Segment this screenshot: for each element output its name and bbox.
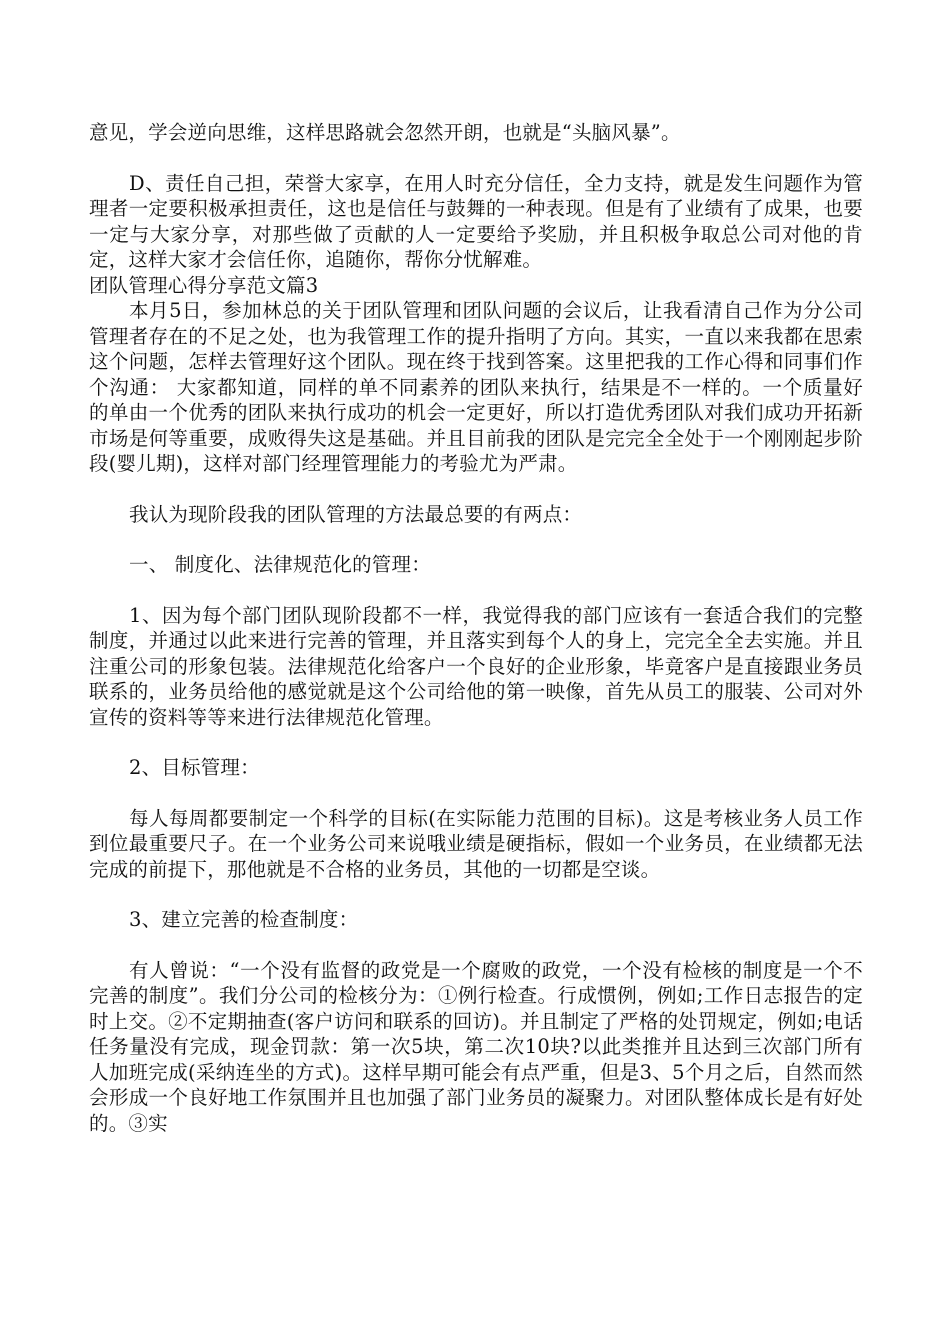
paragraph-3: 我认为现阶段我的团队管理的方法最总要的有两点： (129, 502, 583, 526)
paragraph-5: 1、因为每个部门团队现阶段都不一样，我觉得我的部门应该有一套适合我们的完整制度，并通过以此来进行完善的管理，并且落实到每个人的身上，完完全全去实施。并且注重公司的形象包装。法律规范化给客户一个良好的企业形象，毕竟客户是直接跟业务员联系的，业务员给他的感觉就是这个公司给他的第一映像，首先从员工的服装、公司对外宣传的资料等等来进行法律规范化管理。 (89, 603, 863, 729)
paragraph-9: 有人曾说：“一个没有监督的政党是一个腐败的政党，一个没有检核的制度是一个不完善的制度”。我们分公司的检核分为：①例行检查。行成惯例，例如;工作日志报告的定时上交。②不定期抽查(客户访问和联系的回访)。并且制定了严格的处罚规定，例如;电话任务量没有完成，现金罚款：第一次5块，第二次10块?以此类推并且达到三次部门所有人加班完成(采纳连坐的方式)。这样早期可能会有点严重，但是3、5个月之后，自然而然会形成一个良好地工作氛围并且也加强了部门业务员的凝聚力。对团队整体成长是有好处的。③实 (89, 958, 863, 1135)
paragraph-6: 2、目标管理： (129, 756, 260, 779)
section-title: 团队管理心得分享范文篇3 (89, 273, 319, 297)
spacer (89, 781, 863, 806)
spacer (89, 527, 863, 552)
spacer (89, 146, 863, 171)
spacer (89, 730, 863, 755)
spacer (89, 477, 863, 502)
paragraph-2: 本月5日，参加林总的关于团队管理和团队问题的会议后，让我看清自己作为分公司管理者存在的不足之处，也为我管理工作的提升指明了方向。其实，一直以来我都在思索这个问题，怎样去管理好这个团队。现在终于找到答案。这里把我的工作心得和同事们作个沟通： 大家都知道，同样的单不同素养的团队来执行，结果是不一样的。一个质量好的单由一个优秀的团队来执行成功的机会一定更好，所以打造优秀团队对我们成功开拓新市场是何等重要，成败得失这是基础。并且目前我的团队是完完全全处于一个刚刚起步阶段(婴儿期)，这样对部门经理管理能力的考验尤为严肃。 (89, 299, 863, 475)
spacer (89, 578, 863, 603)
spacer (89, 882, 863, 907)
paragraph-0: 意见，学会逆向思维，这样思路就会忽然开朗，也就是“头脑风暴”。 (89, 121, 681, 144)
paragraph-1: D、责任自己担，荣誉大家享，在用人时充分信任，全力支持，就是发生问题作为管理者一定要积极承担责任，这也是信任与鼓舞的一种表现。但是有了业绩有了成果，也要一定与大家分享，对那些做了贡献的人一定要给予奖励，并且积极争取总公司对他的肯定，这样大家才会信任你，追随你，帮你分忧解难。 (89, 171, 863, 271)
paragraph-7: 每人每周都要制定一个科学的目标(在实际能力范围的目标)。这是考核业务人员工作到位最重要尺子。在一个业务公司来说哦业绩是硬指标，假如一个业务员，在业绩都无法完成的前提下，那他就是不合格的业务员，其他的一切都是空谈。 (89, 806, 863, 881)
document-page (89, 120, 863, 1136)
paragraph-4: 一、 制度化、法律规范化的管理： (129, 553, 431, 576)
spacer (89, 933, 863, 958)
paragraph-8: 3、建立完善的检查制度： (129, 908, 359, 931)
